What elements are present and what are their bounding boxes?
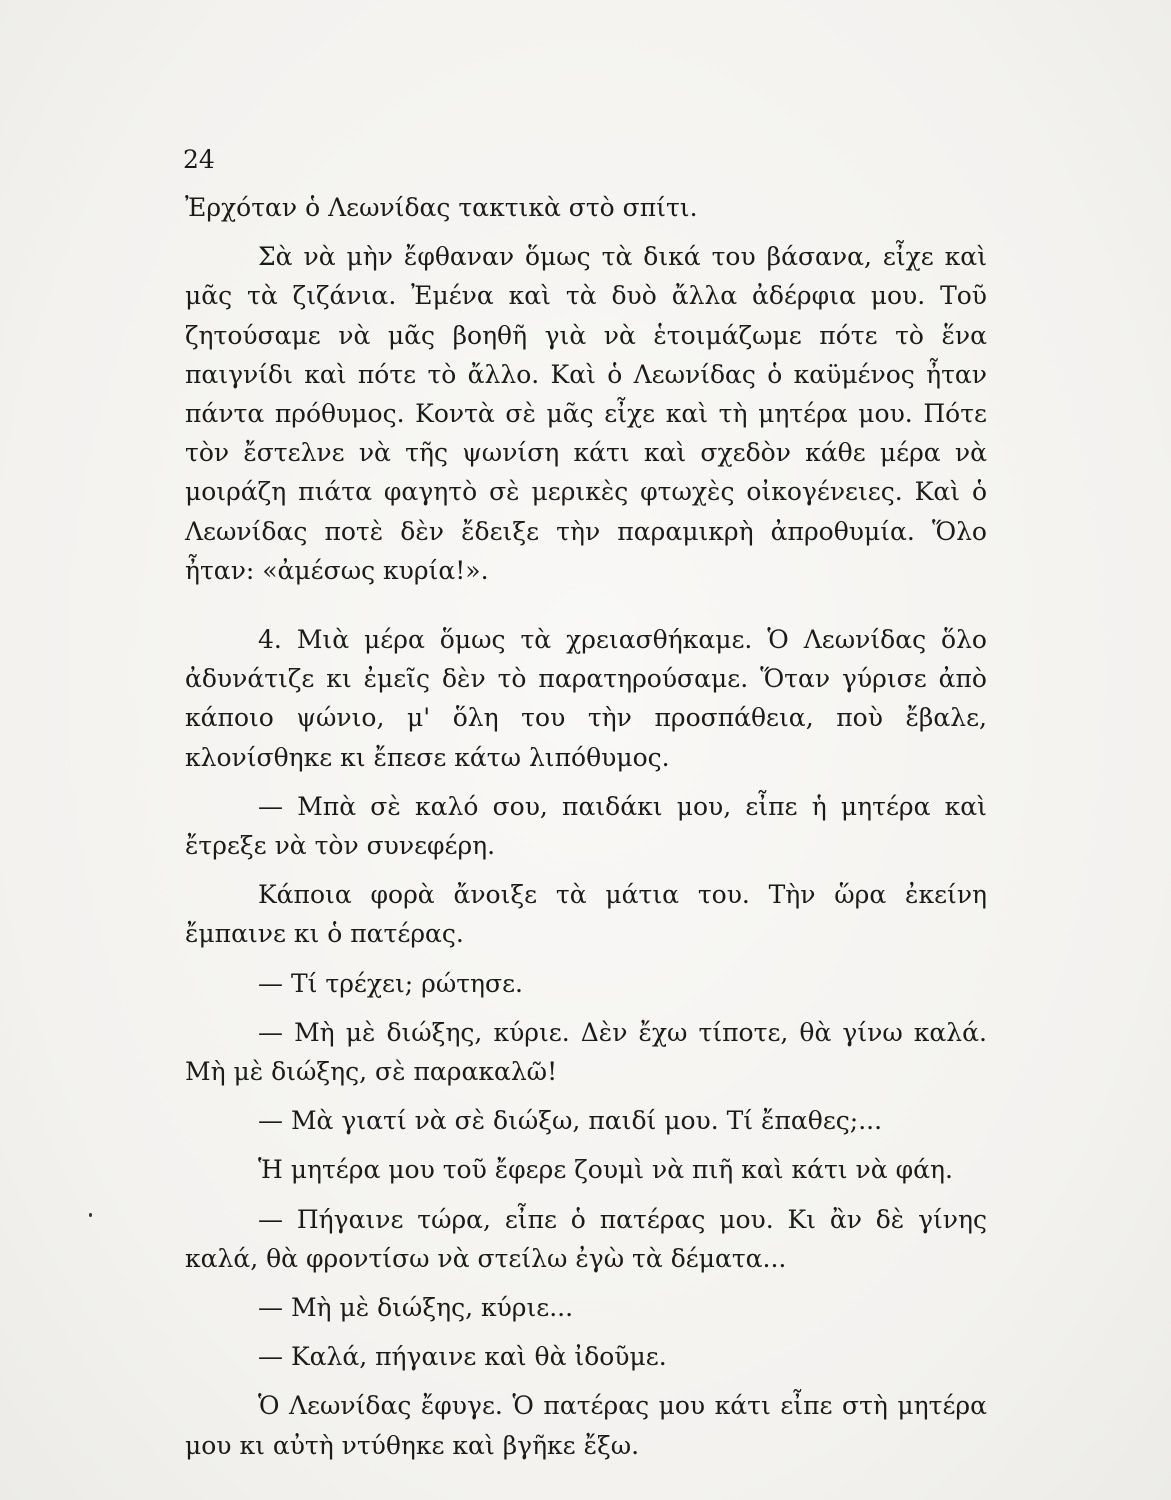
- paragraph-2: Σὰ νὰ μὴν ἔφθαναν ὅμως τὰ δικά του βάσανα, εἶχε καὶ μᾶς τὰ ζιζάνια. Ἐμένα καὶ τὰ δυὸ ἄλλα ἀδέρφια μου. Τοῦ ζητούσαμε νὰ μᾶς βοηθῆ γιὰ νὰ ἑτοιμάζωμε πότε τὸ ἕνα παιγνίδι καὶ πότε τὸ ἄλλο. Καὶ ὁ Λεωνίδας ὁ καϋμένος ἦταν πάντα πρόθυμος. Κοντὰ σὲ μᾶς εἶχε καὶ τὴ μητέρα μου. Πότε τὸν ἔστελνε νὰ τῆς ψωνίση κάτι καὶ σχεδὸν κάθε μέρα νὰ μοιράζη πιάτα φαγητὸ σὲ μερικὲς φτωχὲς οἰκογένειες. Καὶ ὁ Λεωνίδας ποτὲ δὲν ἔδειξε τὴν παραμικρὴ ἀπροθυμία. Ὅλο ἦταν: «ἀμέσως κυρία!».: [185, 242, 987, 585]
- ink-speck: [89, 1213, 92, 1217]
- paragraph-soup: Ἡ μητέρα μου τοῦ ἔφερε ζουμὶ νὰ πιῆ καὶ κάτι νὰ φάη.: [258, 1155, 953, 1185]
- paragraph-eyes-opened: Κάποια φορὰ ἄνοιξε τὰ μάτια του. Τὴν ὥρα ἐκείνη ἔμπαινε κι ὁ πατέρας.: [185, 880, 987, 949]
- dialogue-father-go-now: — Πήγαινε τώρα, εἶπε ὁ πατέρας μου. Κι ἂν δὲ γίνης καλά, θὰ φροντίσω νὰ στείλω ἐγὼ τὰ δέματα...: [185, 1204, 987, 1273]
- paragraph-1: Ἐρχόταν ὁ Λεωνίδας τακτικὰ στὸ σπίτι.: [185, 193, 698, 222]
- dialogue-father-reply: — Μὰ γιατί νὰ σὲ διώξω, παιδί μου. Τί ἔπαθες;...: [258, 1106, 883, 1136]
- paragraph-leonidas-left: Ὁ Λεωνίδας ἔφυγε. Ὁ πατέρας μου κάτι εἶπε στὴ μητέρα μου κι αὐτὴ ντύθηκε καὶ βγῆκε ἔξω.: [185, 1391, 987, 1460]
- dialogue-mother: — Μπὰ σὲ καλό σου, παιδάκι μου, εἶπε ἡ μητέρα καὶ ἔτρεξε νὰ τὸν συνεφέρη.: [185, 791, 987, 861]
- dialogue-father-question: — Τί τρέχει; ρώτησε.: [258, 968, 523, 998]
- dialogue-leonidas-plea: — Μὴ μὲ διώξης, κύριε. Δὲν ἔχω τίποτε, θὰ γίνω καλά. Μὴ μὲ διώξης, σὲ παρακαλῶ!: [185, 1017, 987, 1087]
- paragraph-section-4: 4. Μιὰ μέρα ὅμως τὰ χρειασθήκαμε. Ὁ Λεωνίδας ὅλο ἀδυνάτιζε κι ἐμεῖς δὲν τὸ παρατηρούσαμε. Ὅταν γύρισε ἀπὸ κάποιο ψώνιο, μ' ὅλη του τὴν προσπάθεια, ποὺ ἔβαλε, κλονίσθηκε κι ἔπεσε κάτω λιπόθυμος.: [185, 625, 987, 772]
- dialogue-father-ok: — Καλά, πήγαινε καὶ θὰ ἰδοῦμε.: [258, 1342, 667, 1372]
- dialogue-leonidas-plea-2: — Μὴ μὲ διώξης, κύριε...: [258, 1293, 574, 1323]
- body-text: [185, 188, 987, 1465]
- page-number: 24: [183, 145, 215, 174]
